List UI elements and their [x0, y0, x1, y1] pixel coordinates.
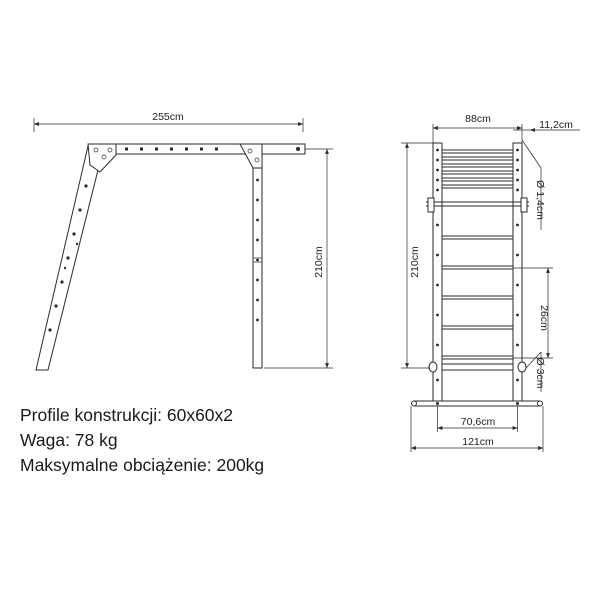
width-dimension-left	[34, 111, 303, 132]
spec-weight: Waga: 78 kg	[20, 430, 118, 450]
base-width-label: 121cm	[462, 436, 494, 448]
spec-max-load: Maksymalne obciążenie: 200kg	[20, 455, 265, 475]
front-view	[401, 113, 580, 452]
specifications	[20, 403, 350, 478]
offset-label: 11,2cm	[539, 119, 573, 131]
top-beam	[92, 144, 305, 154]
top-width-label: 88cm	[465, 113, 491, 125]
offset-dimension	[513, 119, 580, 131]
side-view	[34, 111, 333, 370]
base-bar	[412, 401, 543, 406]
base-width-dimension	[411, 406, 543, 452]
large-diameter-label: Ø 3cm	[534, 357, 546, 389]
inner-width-dimension	[438, 406, 518, 432]
corner-bracket-right	[240, 144, 262, 168]
small-diameter-dimension	[522, 140, 546, 230]
height-label-right: 210cm	[409, 246, 421, 278]
top-width-dimension	[433, 113, 522, 145]
inner-width-label: 70,6cm	[460, 416, 496, 428]
height-dimension-right	[401, 143, 433, 368]
height-dimension-left	[264, 149, 333, 368]
height-label-left: 210cm	[313, 246, 325, 278]
rung-spacing-label: 26cm	[538, 305, 550, 331]
spec-profile: Profile konstrukcji: 60x60x2	[20, 405, 234, 425]
lower-bar	[429, 362, 526, 372]
slanted-leg	[36, 146, 104, 370]
small-diameter-label: Ø 1,4cm	[534, 180, 546, 220]
width-label-left: 255cm	[152, 111, 184, 123]
top-rung-grid	[442, 150, 513, 188]
rail-holes	[436, 149, 519, 382]
ladder-rungs	[442, 236, 513, 359]
